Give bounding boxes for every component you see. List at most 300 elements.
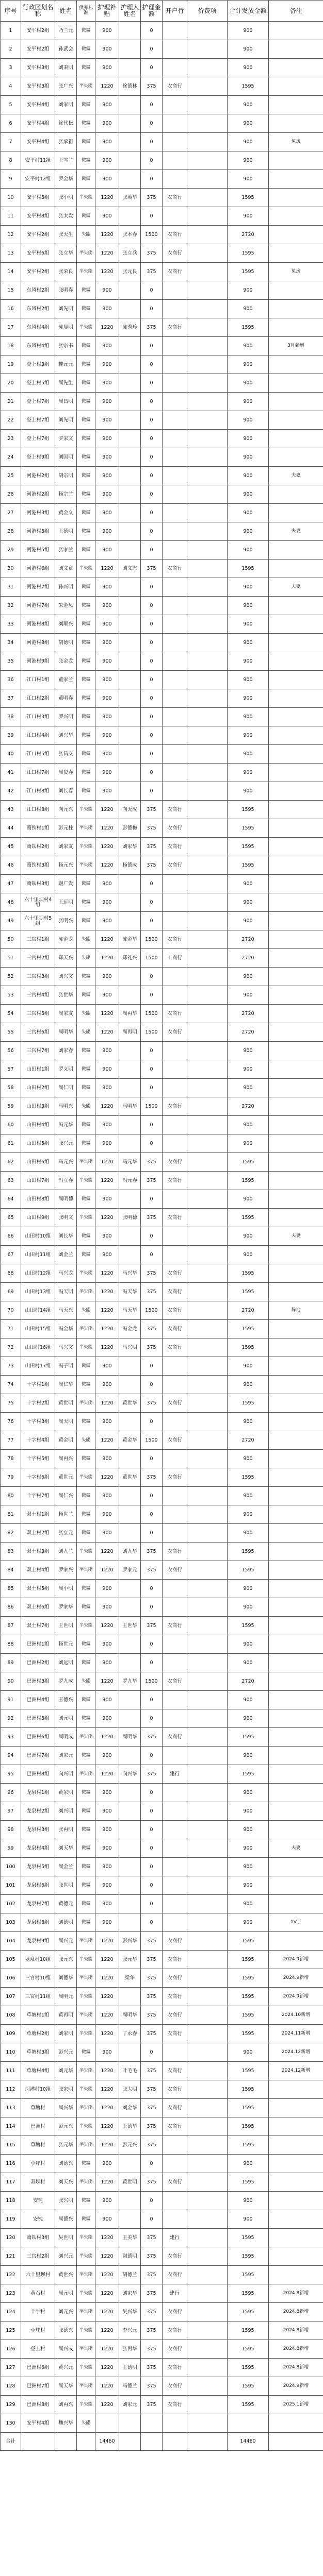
cell-note <box>269 1580 323 1598</box>
cell-note <box>269 1320 323 1338</box>
cell-medical <box>187 2136 228 2155</box>
cell-no: 11 <box>1 207 21 226</box>
cell-fund: 900 <box>95 96 119 114</box>
cell-std: 半失能 <box>77 1153 95 1172</box>
table-row <box>1 1023 323 1042</box>
cell-std: 失能 <box>77 1005 95 1023</box>
cell-name: 黄金义 <box>55 504 77 522</box>
cell-total: 900 <box>228 1784 269 1802</box>
cell-carer: 梁华 <box>119 1969 141 1988</box>
cell-carefee: 0 <box>141 22 163 40</box>
table-row <box>1 1413 323 1431</box>
cell-name: 刘兴文 <box>55 968 77 986</box>
table-row <box>1 393 323 411</box>
cell-fund: 1220 <box>95 2080 119 2099</box>
cell-carer <box>119 467 141 485</box>
cell-total: 900 <box>228 708 269 726</box>
cell-bank: 农商行 <box>163 1005 187 1023</box>
cell-carefee: 375 <box>141 1561 163 1580</box>
cell-std: 微需 <box>77 1876 95 1895</box>
cell-bank <box>163 1079 187 1097</box>
cell-std: 微需 <box>77 1580 95 1598</box>
table-row <box>1 1821 323 1839</box>
cell-name: 周金兰 <box>55 1858 77 1876</box>
cell-note <box>269 1338 323 1357</box>
cell-note: 异地 <box>269 1301 323 1320</box>
cell-total: 900 <box>228 430 269 448</box>
table-row <box>1 1301 323 1320</box>
cell-bank: 农商行 <box>163 1728 187 1747</box>
cell-fund: 900 <box>95 1784 119 1802</box>
cell-carefee: 0 <box>141 114 163 133</box>
cell-medical <box>187 1320 228 1338</box>
cell-bank <box>163 1246 187 1264</box>
cell-note <box>269 615 323 634</box>
table-row <box>1 2043 323 2062</box>
cell-name: 杨世元 <box>55 1635 77 1654</box>
cell-total: 900 <box>228 2192 269 2210</box>
cell-std: 微需 <box>77 578 95 597</box>
cell-no: 59 <box>1 1097 21 1116</box>
cell-fund: 1220 <box>95 2359 119 2377</box>
cell-carer: 刘家华 <box>119 838 141 856</box>
cell-carefee: 375 <box>141 1209 163 1227</box>
cell-carer <box>119 133 141 151</box>
cell-bank: 农商行 <box>163 2340 187 2359</box>
cell-note <box>269 59 323 77</box>
cell-total: 1595 <box>228 2062 269 2080</box>
cell-medical <box>187 1301 228 1320</box>
table-row <box>1 689 323 708</box>
cell-total: 1595 <box>228 1153 269 1172</box>
cell-std: 半失能 <box>77 2117 95 2136</box>
table-row <box>1 40 323 59</box>
cell-fund: 900 <box>95 652 119 671</box>
cell-area: 河港村3组 <box>21 504 55 522</box>
cell-note <box>269 411 323 430</box>
cell-carer <box>119 1580 141 1598</box>
cell-name: 刘先明 <box>55 411 77 430</box>
cell-medical <box>187 1876 228 1895</box>
cell-std: 微需 <box>77 22 95 40</box>
cell-bank <box>163 1042 187 1060</box>
cell-total: 900 <box>228 726 269 745</box>
cell-area: 六十里坝村4组 <box>21 893 55 912</box>
cell-carefee: 375 <box>141 1969 163 1988</box>
cell-std: 半失能 <box>77 2025 95 2043</box>
cell-medical <box>187 1895 228 1913</box>
cell-medical <box>187 1487 228 1505</box>
cell-std: 微需 <box>77 1821 95 1839</box>
cell-total: 900 <box>228 875 269 893</box>
cell-carefee: 375 <box>141 1951 163 1969</box>
cell-name: 周德兴 <box>55 2210 77 2229</box>
cell-total: 900 <box>228 782 269 801</box>
cell-total: 900 <box>228 1635 269 1654</box>
cell-bank: 农商行 <box>163 2247 187 2266</box>
cell-area: 江口村8组 <box>21 782 55 801</box>
cell-total: 1595 <box>228 2377 269 2396</box>
cell-total: 2720 <box>228 1672 269 1691</box>
cell-std: 微需 <box>77 1598 95 1617</box>
cell-bank <box>163 430 187 448</box>
cell-fund: 1220 <box>95 2266 119 2284</box>
cell-carefee: 375 <box>141 2321 163 2340</box>
cell-name: 周天华 <box>55 2377 77 2396</box>
table-row <box>1 485 323 504</box>
cell-area: 河港村8组 <box>21 615 55 634</box>
table-row <box>1 1691 323 1709</box>
cell-medical <box>187 355 228 374</box>
cell-fund: 900 <box>95 1654 119 1672</box>
cell-std: 半失能 <box>77 2359 95 2377</box>
cell-carer: 陈秀珍 <box>119 318 141 337</box>
cell-std: 半失能 <box>77 1932 95 1951</box>
cell-no: 1 <box>1 22 21 40</box>
table-row <box>1 930 323 949</box>
cell-no: 116 <box>1 2155 21 2173</box>
cell-total: 900 <box>228 355 269 374</box>
cell-note <box>269 2192 323 2210</box>
cell-fund: 900 <box>95 374 119 393</box>
cell-total: 900 <box>228 207 269 226</box>
cell-no: 14 <box>1 263 21 281</box>
cell-carer: 向天成 <box>119 801 141 819</box>
cell-carer: 冯天华 <box>119 1283 141 1301</box>
cell-bank <box>163 504 187 522</box>
cell-carefee: 0 <box>141 782 163 801</box>
table-row <box>1 1839 323 1858</box>
cell-no: 45 <box>1 838 21 856</box>
cell-note <box>269 22 323 40</box>
cell-total: 900 <box>228 40 269 59</box>
cell-carer: 胡德兰 <box>119 2266 141 2284</box>
table-row <box>1 652 323 671</box>
cell-no: 70 <box>1 1301 21 1320</box>
cell-name: 刘长春 <box>55 782 77 801</box>
cell-fund: 1220 <box>95 244 119 263</box>
cell-fund: 1220 <box>95 819 119 838</box>
cell-carefee: 375 <box>141 1153 163 1172</box>
cell-bank <box>163 2043 187 2062</box>
table-row <box>1 1969 323 1988</box>
cell-total: 2720 <box>228 1431 269 1450</box>
cell-note <box>269 2247 323 2266</box>
cell-medical <box>187 263 228 281</box>
table-row <box>1 1376 323 1394</box>
cell-medical <box>187 1913 228 1932</box>
cell-total: 2720 <box>228 949 269 968</box>
cell-medical <box>187 1505 228 1524</box>
cell-no: 87 <box>1 1617 21 1635</box>
cell-fund: 1220 <box>95 2321 119 2340</box>
cell-total: 900 <box>228 1821 269 1839</box>
cell-area: 草塘村2组 <box>21 2025 55 2043</box>
cell-medical <box>187 2006 228 2025</box>
cell-bank <box>163 1116 187 1134</box>
cell-total: 1595 <box>228 2303 269 2321</box>
table-row <box>1 615 323 634</box>
cell-no: 118 <box>1 2192 21 2210</box>
cell-carer: 马德兰 <box>119 2377 141 2396</box>
cell-bank <box>163 1505 187 1524</box>
cell-no: 43 <box>1 801 21 819</box>
cell-carer: 冯金龙 <box>119 1320 141 1338</box>
cell-medical <box>187 1246 228 1264</box>
table-row <box>1 745 323 764</box>
table-row <box>1 1932 323 1951</box>
cell-name: 向元兴 <box>55 801 77 819</box>
cell-total: 1595 <box>228 1561 269 1580</box>
cell-bank <box>163 393 187 411</box>
cell-fund: 900 <box>95 912 119 930</box>
cell-carefee: 0 <box>141 151 163 170</box>
cell-std: 微需 <box>77 1747 95 1765</box>
cell-no: 105 <box>1 1951 21 1969</box>
cell-carefee: 0 <box>141 1190 163 1209</box>
cell-area: 龙泉村3组 <box>21 1821 55 1839</box>
cell-area: 黄石村 <box>21 2284 55 2303</box>
cell-note <box>269 1821 323 1839</box>
table-row <box>1 2229 323 2247</box>
cell-note <box>269 2173 323 2192</box>
cell-carefee: 375 <box>141 1320 163 1338</box>
cell-medical <box>187 2192 228 2210</box>
cell-area: 三官村5组 <box>21 1005 55 1023</box>
cell-name: 刘金兰 <box>55 1246 77 1264</box>
table-row <box>1 374 323 393</box>
cell-no: 54 <box>1 1005 21 1023</box>
cell-no: 46 <box>1 856 21 875</box>
cell-name: 马兴文 <box>55 1338 77 1357</box>
cell-carefee: 0 <box>141 1895 163 1913</box>
cell-no: 91 <box>1 1691 21 1709</box>
cell-name: 王世明 <box>55 1617 77 1635</box>
cell-carefee: 0 <box>141 2155 163 2173</box>
cell-carefee: 0 <box>141 40 163 59</box>
cell-carer: 王德明 <box>119 2359 141 2377</box>
table-row <box>1 1617 323 1635</box>
table-row <box>1 355 323 374</box>
cell-note: 免房 <box>269 133 323 151</box>
cell-carefee: 0 <box>141 170 163 189</box>
total-fund: 14460 <box>95 2433 119 2451</box>
table-row <box>1 1487 323 1505</box>
cell-std: 微需 <box>77 726 95 745</box>
cell-no: 106 <box>1 1969 21 1988</box>
cell-carer: 马明华 <box>119 1097 141 1116</box>
cell-carer: 周明华 <box>119 1728 141 1747</box>
cell-area: 山田村5组 <box>21 1134 55 1153</box>
cell-std: 微需 <box>77 2210 95 2229</box>
table-row <box>1 578 323 597</box>
cell-area: 三官村4组 <box>21 986 55 1005</box>
cell-medical <box>187 2043 228 2062</box>
table-row <box>1 207 323 226</box>
cell-bank <box>163 764 187 782</box>
cell-carer <box>119 393 141 411</box>
cell-total: 1595 <box>228 1969 269 1988</box>
cell-total: 900 <box>228 1357 269 1376</box>
table-row <box>1 77 323 96</box>
cell-no: 61 <box>1 1134 21 1153</box>
cell-name: 冯天明 <box>55 1283 77 1301</box>
cell-carer <box>119 114 141 133</box>
cell-total: 900 <box>228 1450 269 1468</box>
cell-fund: 900 <box>95 1190 119 1209</box>
cell-medical <box>187 2340 228 2359</box>
cell-name: 张荣良 <box>55 263 77 281</box>
cell-name: 董明春 <box>55 689 77 708</box>
cell-carer: 张英华 <box>119 189 141 207</box>
cell-carefee: 375 <box>141 189 163 207</box>
cell-fund: 1220 <box>95 2006 119 2025</box>
cell-carer <box>119 22 141 40</box>
cell-no: 103 <box>1 1913 21 1932</box>
cell-carer: 刘家华 <box>119 2284 141 2303</box>
cell-name: 冯立春 <box>55 1172 77 1190</box>
table-row <box>1 2396 323 2414</box>
cell-area: 草塘村1组 <box>21 2006 55 2025</box>
cell-total: 900 <box>228 912 269 930</box>
cell-note <box>269 1672 323 1691</box>
cell-bank <box>163 912 187 930</box>
cell-name: 周元明 <box>55 2284 77 2303</box>
cell-name: 周明德 <box>55 1190 77 1209</box>
header-no: 序号 <box>1 1 21 22</box>
cell-bank <box>163 59 187 77</box>
cell-medical <box>187 875 228 893</box>
cell-std: 失能 <box>77 2414 95 2433</box>
cell-carer: 王美华 <box>119 2229 141 2247</box>
table-row <box>1 819 323 838</box>
cell-note <box>269 1005 323 1023</box>
cell-total: 1595 <box>228 560 269 578</box>
cell-total: 1595 <box>228 2006 269 2025</box>
cell-name: 刘天华 <box>55 1839 77 1858</box>
cell-std: 微需 <box>77 1376 95 1394</box>
cell-area: 三官村10组 <box>21 1969 55 1988</box>
cell-total: 900 <box>228 968 269 986</box>
cell-std: 微需 <box>77 986 95 1005</box>
cell-carer <box>119 151 141 170</box>
cell-total: 1595 <box>228 1394 269 1413</box>
table-row <box>1 1876 323 1895</box>
cell-total: 900 <box>228 393 269 411</box>
cell-name: 王德兴 <box>55 1691 77 1709</box>
cell-bank: 农商行 <box>163 1988 187 2006</box>
table-row <box>1 1561 323 1580</box>
header-total: 合计发放金额 <box>228 1 269 22</box>
cell-area: 登上村3组 <box>21 355 55 374</box>
cell-name: 周明成 <box>55 1728 77 1747</box>
cell-bank <box>163 1784 187 1802</box>
cell-total: 900 <box>228 1060 269 1079</box>
cell-bank <box>163 374 187 393</box>
cell-no: 44 <box>1 819 21 838</box>
cell-bank <box>163 1913 187 1932</box>
cell-std: 微需 <box>77 782 95 801</box>
cell-medical <box>187 448 228 467</box>
cell-no: 74 <box>1 1376 21 1394</box>
cell-carefee: 0 <box>141 1747 163 1765</box>
cell-carefee: 375 <box>141 1728 163 1747</box>
cell-std: 半失能 <box>77 1561 95 1580</box>
cell-fund: 900 <box>95 1376 119 1394</box>
cell-note <box>269 504 323 522</box>
cell-total: 1595 <box>228 263 269 281</box>
cell-name: 胡德明 <box>55 634 77 652</box>
cell-area: 安平村2组 <box>21 226 55 244</box>
total-row <box>1 2433 323 2451</box>
cell-note <box>269 2210 323 2229</box>
cell-bank <box>163 281 187 300</box>
cell-bank: 工商行 <box>163 949 187 968</box>
cell-fund: 900 <box>95 634 119 652</box>
cell-fund: 1220 <box>95 1561 119 1580</box>
cell-medical <box>187 1264 228 1283</box>
cell-medical <box>187 764 228 782</box>
cell-std: 失能 <box>77 1672 95 1691</box>
cell-carefee: 1500 <box>141 1097 163 1116</box>
cell-bank <box>163 875 187 893</box>
cell-no: 15 <box>1 281 21 300</box>
cell-total: 900 <box>228 671 269 689</box>
cell-total: 900 <box>228 114 269 133</box>
cell-note: 夫妻 <box>269 1839 323 1858</box>
cell-medical <box>187 300 228 318</box>
cell-total: 900 <box>228 504 269 522</box>
cell-bank <box>163 745 187 764</box>
cell-no: 76 <box>1 1413 21 1431</box>
cell-note <box>269 485 323 504</box>
cell-std: 微需 <box>77 59 95 77</box>
cell-total: 900 <box>228 1598 269 1617</box>
cell-medical <box>187 578 228 597</box>
table-row <box>1 1005 323 1023</box>
table-row <box>1 2173 323 2192</box>
table-row <box>1 1784 323 1802</box>
cell-medical <box>187 2247 228 2266</box>
cell-carefee: 0 <box>141 634 163 652</box>
cell-carer <box>119 2414 141 2433</box>
cell-medical <box>187 1617 228 1635</box>
table-row <box>1 281 323 300</box>
cell-total: 900 <box>228 745 269 764</box>
cell-area: 巴洲村6组 <box>21 2359 55 2377</box>
cell-std: 半失能 <box>77 1172 95 1190</box>
cell-medical <box>187 1580 228 1598</box>
cell-no: 80 <box>1 1487 21 1505</box>
cell-fund: 900 <box>95 504 119 522</box>
cell-std: 微需 <box>77 2155 95 2173</box>
cell-name: 刘文章 <box>55 560 77 578</box>
cell-note: 2025.1新增 <box>269 2396 323 2414</box>
cell-fund: 900 <box>95 541 119 560</box>
cell-area: 山田村8组 <box>21 1190 55 1209</box>
cell-no: 65 <box>1 1209 21 1227</box>
cell-fund: 900 <box>95 671 119 689</box>
cell-name: 张明春 <box>55 281 77 300</box>
cell-std: 半失能 <box>77 838 95 856</box>
cell-carer <box>119 652 141 671</box>
cell-fund: 1220 <box>95 560 119 578</box>
cell-no: 10 <box>1 189 21 207</box>
table-row <box>1 1153 323 1172</box>
cell-total: 900 <box>228 541 269 560</box>
cell-note <box>269 2136 323 2155</box>
cell-total: 900 <box>228 1895 269 1913</box>
